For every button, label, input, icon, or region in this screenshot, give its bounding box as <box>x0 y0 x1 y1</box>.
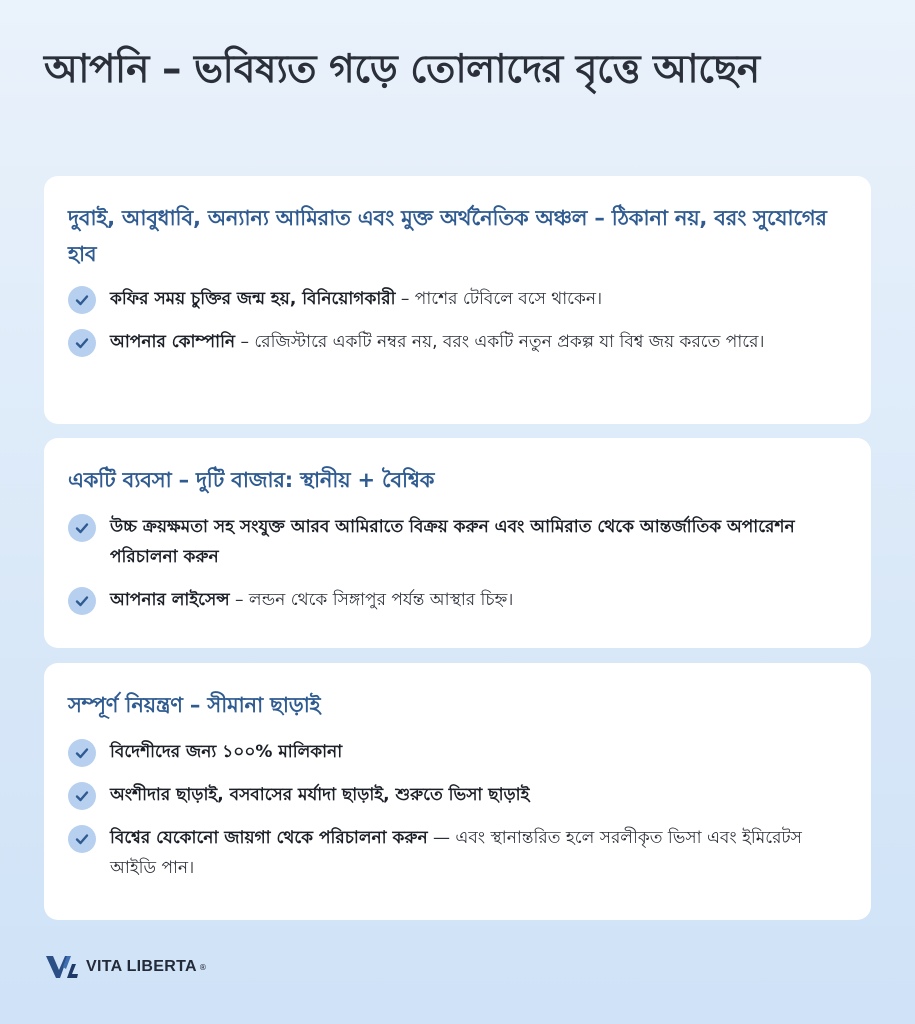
list-item <box>68 823 843 883</box>
list-item <box>68 327 843 357</box>
list-item-text <box>110 737 342 767</box>
section-title: একটি ব্যবসা – দুটি বাজার: স্থানীয় + বৈশ্বিক <box>68 468 435 492</box>
check-icon <box>68 587 96 615</box>
list-item-bold: কফির সময় চুক্তির জন্ম হয়, বিনিয়োগকারী <box>110 289 396 309</box>
registered-mark: ® <box>198 962 207 972</box>
check-icon <box>68 782 96 810</box>
page-title: আপনি – ভবিষ্যত গড়ে তোলাদের বৃত্তে আছেন <box>44 47 760 92</box>
list-item-text <box>110 823 843 883</box>
list-item-bold: বিদেশীদের জন্য ১০০% মালিকানা <box>110 742 343 762</box>
brand-name: VITA LIBERTA <box>86 958 197 975</box>
list-item <box>68 585 843 615</box>
list-item-bold: আপনার লাইসেন্স <box>110 590 230 610</box>
list-item-text <box>110 512 843 572</box>
vl-logo-icon <box>46 955 78 979</box>
list-item-text <box>110 585 513 615</box>
list-item-bold: উচ্চ ক্রয়ক্ষমতা সহ সংযুক্ত আরব আমিরাতে বিক্রয় করুন এবং আমিরাত থেকে আন্তর্জাতিক অপারেশন পরিচালনা করুন <box>110 517 795 567</box>
section-card-markets <box>44 438 871 648</box>
check-icon <box>68 739 96 767</box>
list-item-rest: – রেজিস্টারে একটি নম্বর নয়, বরং একটি নতুন প্রকল্প যা বিশ্ব জয় করতে পারে। <box>235 332 765 352</box>
list-item-text <box>110 327 765 357</box>
section-card-hubs <box>44 176 871 424</box>
list-item-rest: – পাশের টেবিলে বসে থাকেন। <box>395 289 603 309</box>
brand-logo <box>46 955 207 979</box>
section-title: সম্পূর্ণ নিয়ন্ত্রণ – সীমানা ছাড়াই <box>68 693 321 717</box>
list-item-bold: বিশ্বের যেকোনো জায়গা থেকে পরিচালনা করুন <box>110 828 428 848</box>
list-item-rest: – লন্ডন থেকে সিঙ্গাপুর পর্যন্ত আস্থার চিহ্ন। <box>229 590 514 610</box>
list-item-text <box>110 780 529 810</box>
list-item-text <box>110 284 602 314</box>
list-item <box>68 512 843 572</box>
list-item <box>68 780 843 810</box>
list-item <box>68 284 843 314</box>
section-title: দুবাই, আবুধাবি, অন্যান্য আমিরাত এবং মুক্ত অর্থনৈতিক অঞ্চল – ঠিকানা নয়, বরং সুযোগের হাব <box>68 206 827 266</box>
list-item-rest: — এবং স্থানান্তরিত হলে সরলীকৃত ভিসা এবং ইমিরেটস আইডি পান। <box>110 828 802 878</box>
check-icon <box>68 286 96 314</box>
list-item <box>68 737 843 767</box>
check-icon <box>68 825 96 853</box>
list-item-bold: আপনার কোম্পানি <box>110 332 236 352</box>
section-card-control <box>44 663 871 920</box>
list-item-bold: অংশীদার ছাড়াই, বসবাসের মর্যাদা ছাড়াই, শুরুতে ভিসা ছাড়াই <box>110 785 530 805</box>
check-icon <box>68 514 96 542</box>
check-icon <box>68 329 96 357</box>
